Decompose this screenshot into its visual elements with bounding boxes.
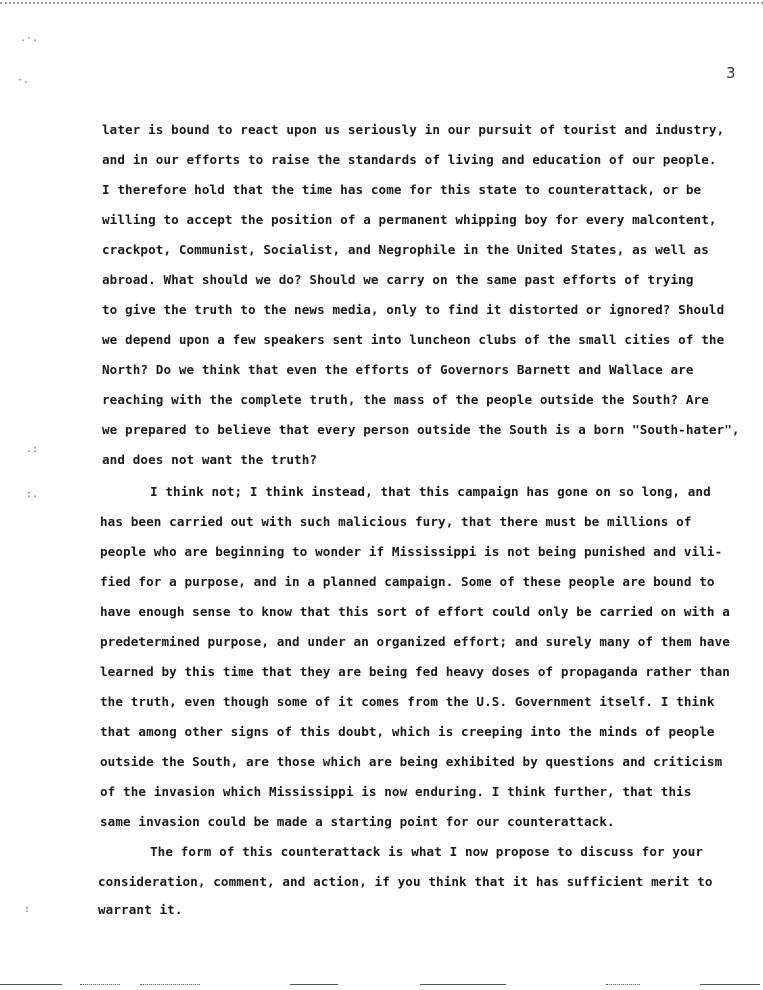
text-line: willing to accept the position of a permanent whipping boy for every malcontent, bbox=[102, 212, 717, 227]
text-line: The form of this counterattack is what I now propose to discuss for your bbox=[150, 844, 704, 859]
text-line: reaching with the complete truth, the mass of the people outside the South? Are bbox=[102, 392, 709, 407]
text-line: same invasion could be made a starting point for our counterattack. bbox=[100, 814, 615, 829]
text-line: abroad. What should we do? Should we carry on the same past efforts of trying bbox=[102, 272, 694, 287]
scan-speck: :. bbox=[26, 489, 39, 500]
text-line: of the invasion which Mississippi is now enduring. I think further, that this bbox=[100, 784, 692, 799]
text-line: I think not; I think instead, that this campaign has gone on so long, and bbox=[150, 484, 711, 499]
text-line: the truth, even though some of it comes from the U.S. Government itself. I think bbox=[100, 694, 715, 709]
text-line: warrant it. bbox=[98, 902, 183, 917]
scan-bottom-rule bbox=[606, 984, 640, 985]
text-line: to give the truth to the news media, only to find it distorted or ignored? Should bbox=[102, 302, 725, 317]
page-number: 3 bbox=[726, 64, 736, 82]
scan-bottom-rule bbox=[80, 984, 120, 985]
text-line: have enough sense to know that this sort of effort could only be carried on with a bbox=[100, 604, 730, 619]
scan-bottom-rule bbox=[140, 984, 200, 985]
text-line: outside the South, are those which are being exhibited by questions and criticism bbox=[100, 754, 723, 769]
scan-speck: ·. bbox=[17, 75, 30, 86]
text-line: that among other signs of this doubt, which is creeping into the minds of people bbox=[100, 724, 715, 739]
text-line: has been carried out with such malicious fury, that there must be millions of bbox=[100, 514, 692, 529]
text-line: later is bound to react upon us seriously in our pursuit of tourist and industry, bbox=[102, 122, 725, 137]
text-line: predetermined purpose, and under an organized effort; and surely many of them have bbox=[100, 634, 730, 649]
text-line: people who are beginning to wonder if Mississippi is not being punished and vili- bbox=[100, 544, 723, 559]
scan-bottom-rule bbox=[0, 984, 62, 985]
text-line: we prepared to believe that every person outside the South is a born "South-hater", bbox=[102, 422, 740, 437]
text-line: and does not want the truth? bbox=[102, 452, 318, 467]
text-line: we depend upon a few speakers sent into luncheon clubs of the small cities of the bbox=[102, 332, 725, 347]
scan-bottom-rule bbox=[290, 984, 338, 985]
scan-bottom-rule bbox=[420, 984, 506, 985]
text-line: I therefore hold that the time has come for this state to counterattack, or be bbox=[102, 182, 702, 197]
text-line: fied for a purpose, and in a planned campaign. Some of these people are bound to bbox=[100, 574, 715, 589]
scan-speck: .: bbox=[26, 444, 39, 455]
scan-bottom-rule bbox=[700, 984, 760, 985]
text-line: and in our efforts to raise the standards of living and education of our people. bbox=[102, 152, 717, 167]
scan-speck: : bbox=[24, 904, 31, 915]
scan-edge-dots bbox=[0, 2, 763, 4]
text-line: consideration, comment, and action, if you think that it has sufficient merit to bbox=[98, 874, 713, 889]
text-line: North? Do we think that even the efforts of Governors Barnett and Wallace are bbox=[102, 362, 694, 377]
text-line: learned by this time that they are being fed heavy doses of propaganda rather than bbox=[100, 664, 730, 679]
text-line: crackpot, Communist, Socialist, and Negrophile in the United States, as well as bbox=[102, 242, 709, 257]
scan-speck: .·. bbox=[20, 33, 39, 44]
